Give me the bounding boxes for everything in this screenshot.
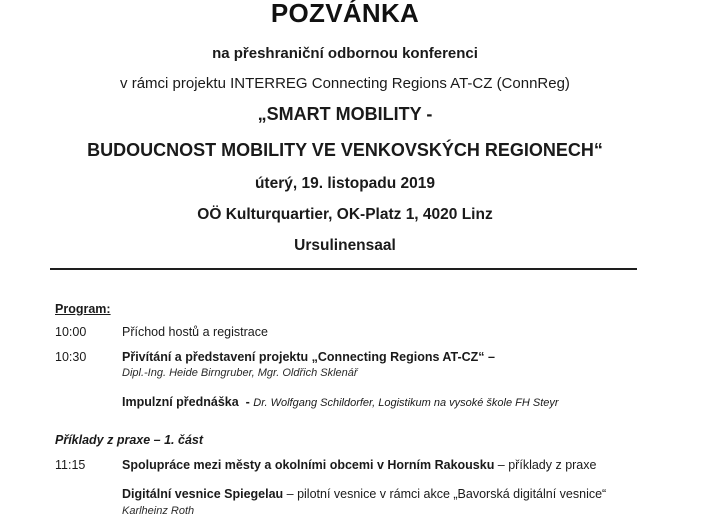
program-item-speaker: Dr. Wolfgang Schildorfer, Logistikum na vysoké škole FH Steyr	[253, 397, 559, 409]
conference-title-line-1: „SMART MOBILITY -	[257, 104, 433, 124]
program-item-speaker: Dipl.-Ing. Heide Birngruber, Mgr. Oldřich Sklenář	[122, 367, 358, 379]
program-item-title: Spolupráce mezi městy a okolními obcemi v Horním Rakousku	[122, 458, 495, 472]
conference-title-line-2: BUDOUCNOST MOBILITY VE VENKOVSKÝCH REGIONECH“	[87, 140, 603, 160]
program-item-speaker: Karlheinz Roth	[122, 505, 195, 517]
program-item-description: – příklady z praxe	[494, 458, 597, 472]
program-item-time: 10:30	[55, 350, 87, 364]
program-item-title-line	[122, 350, 495, 364]
section-heading: Příklady z praxe – 1. část	[55, 433, 204, 447]
program-item-time: 10:00	[55, 325, 87, 339]
program-item-title-line	[122, 458, 596, 472]
program-item-title: Příchod hostů a registrace	[122, 325, 268, 339]
program-item-time: 11:15	[55, 458, 86, 472]
program-item-description: – pilotní vesnice v rámci akce „Bavorská digitální vesnice“	[283, 487, 607, 501]
program-item-title-line	[122, 487, 606, 501]
event-room: Ursulinensaal	[294, 237, 396, 254]
document-title: POZVÁNKA	[270, 0, 420, 28]
program-item-title-line	[122, 395, 559, 409]
program-item-title: Digitální vesnice Spiegelau	[122, 487, 284, 501]
program-heading: Program:	[55, 302, 111, 316]
conference-type: na přeshraniční odbornou konferenci	[212, 45, 478, 62]
program-item-dash: –	[484, 350, 495, 364]
program-item-title: Přivítání a představení projektu „Connecting Regions AT-CZ“	[122, 350, 485, 364]
header-divider	[50, 268, 637, 270]
project-name: v rámci projektu INTERREG Connecting Regions AT-CZ (ConnReg)	[120, 75, 570, 92]
event-date: úterý, 19. listopadu 2019	[254, 175, 436, 192]
event-venue: OÖ Kulturquartier, OK-Platz 1, 4020 Linz	[197, 206, 493, 223]
program-item-separator: -	[238, 395, 254, 409]
program-item-title: Impulzní přednáška	[122, 395, 239, 409]
